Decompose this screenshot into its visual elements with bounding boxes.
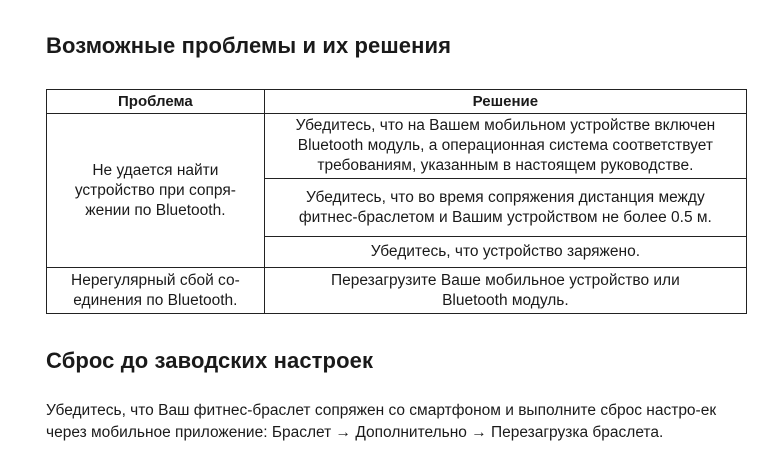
problem-cell: Нерегулярный сбой со-единения по Bluetooth. [47,268,265,314]
factory-reset-instructions: Убедитесь, что Ваш фитнес-браслет сопряжен со смартфоном и выполните сброс настро-ек через мобильное приложение: Браслет → Дополнительно → Перезагрузка браслета. [46,402,717,441]
header-problem: Проблема [47,90,265,114]
solution-cell: Убедитесь, что на Вашем мобильном устройстве включен Bluetooth модуль, а операционная система соответствует требованиям, указанным в настоящем руководстве. [264,114,746,179]
header-solution: Решение [264,90,746,114]
section-title-factory-reset: Сброс до заводских настроек [46,348,374,373]
solution-cell: Убедитесь, что устройство заряжено. [264,237,746,268]
troubleshooting-table [46,89,747,314]
table-row [47,268,747,314]
table-row [47,114,747,179]
solution-cell: Перезагрузите Ваше мобильное устройство или Bluetooth модуль. [264,268,746,314]
table-header-row [47,90,747,114]
section-title-troubleshooting: Возможные проблемы и их решения [46,33,452,58]
solution-cell: Убедитесь, что во время сопряжения дистанция между фитнес-браслетом и Вашим устройством не более 0.5 м. [264,179,746,237]
problem-cell: Не удается найти устройство при сопря-жении по Bluetooth. [47,114,265,268]
